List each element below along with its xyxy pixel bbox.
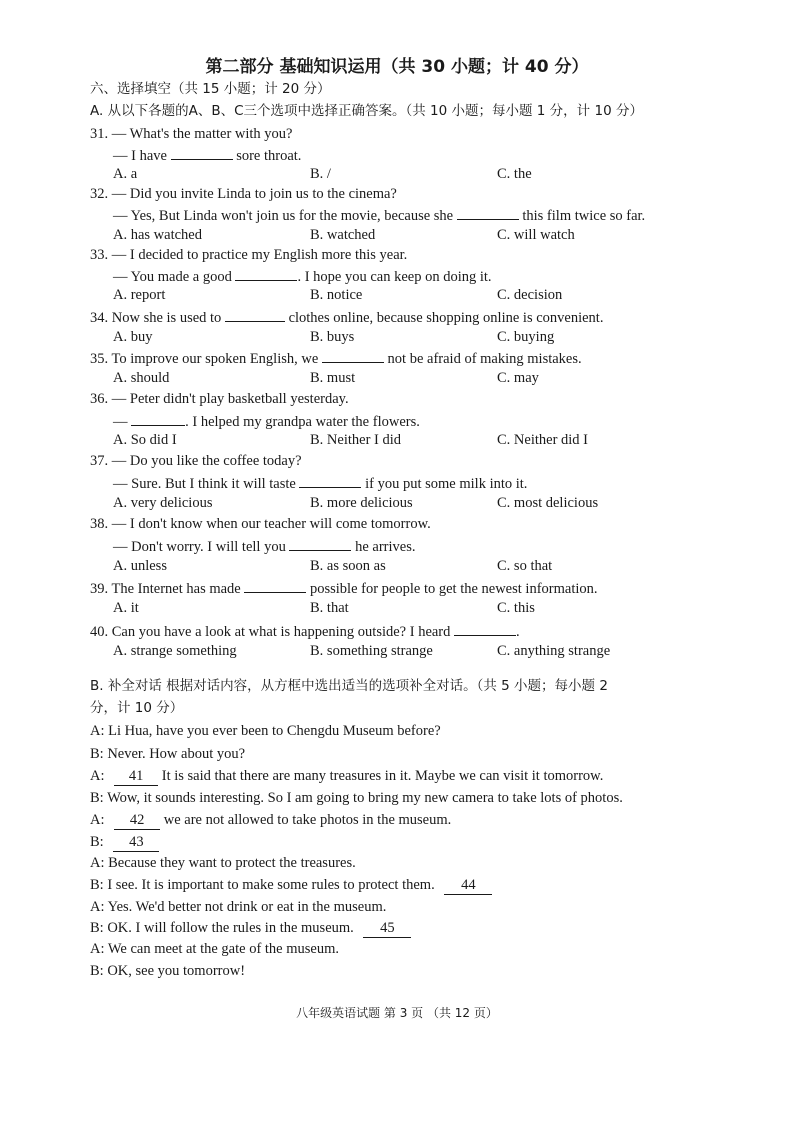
question-32: 32. — Did you invite Linda to join us to the cinema? [90, 186, 397, 202]
dialogue-line: B: OK, see you tomorrow! [90, 963, 246, 979]
option-c: C. may [497, 370, 539, 386]
question-32-response: — Yes, But Linda won't join us for the movie, because she this film twice so far. [113, 205, 645, 225]
answer-blank-43: 43 [113, 833, 159, 852]
question-35: 35. To improve our spoken English, we not be afraid of making mistakes. [90, 348, 582, 368]
question-38-response: — Don't worry. I will tell you he arrives. [113, 536, 415, 556]
page-footer: 八年级英语试题 第 3 页 （共 12 页） [296, 1006, 498, 1020]
option-a: A. has watched [113, 227, 202, 243]
dialogue-line: A: Yes. We'd better not drink or eat in the museum. [90, 899, 387, 915]
option-a: A. very delicious [113, 495, 213, 511]
option-c: C. anything strange [497, 643, 611, 659]
answer-blank [235, 266, 297, 281]
option-a: A. it [113, 600, 139, 616]
option-b: B. buys [310, 329, 355, 345]
answer-blank [244, 578, 306, 593]
dialogue-line: B: Wow, it sounds interesting. So I am going to bring my new camera to take lots of photos. [90, 790, 623, 806]
dialogue-line: A: 42 we are not allowed to take photos in the museum. [90, 812, 452, 828]
answer-blank [454, 621, 516, 636]
option-a: A. report [113, 287, 166, 303]
option-a: A. unless [113, 558, 167, 574]
answer-blank [299, 473, 361, 488]
question-40: 40. Can you have a look at what is happening outside? I heard . [90, 621, 520, 641]
dialogue-line: B: I see. It is important to make some rules to protect them. 44 [90, 876, 492, 895]
dialogue-line: B: 43 [90, 833, 159, 852]
option-b: B. Neither I did [310, 432, 402, 448]
part-b-instruction-cont: 分，计 10 分） [90, 700, 184, 716]
answer-blank-44: 44 [444, 876, 492, 895]
answer-blank [225, 307, 285, 322]
option-a: A. So did I [113, 432, 177, 448]
dialogue-line: A: Because they want to protect the treasures. [90, 855, 356, 871]
question-33: 33. — I decided to practice my English more this year. [90, 247, 408, 263]
answer-blank [289, 536, 351, 551]
option-a: A. a [113, 166, 138, 182]
option-c: C. so that [497, 558, 553, 574]
answer-blank-45: 45 [363, 919, 411, 938]
dialogue-line: B: Never. How about you? [90, 746, 246, 762]
answer-blank [322, 348, 384, 363]
dialogue-line: A: We can meet at the gate of the museum. [90, 941, 340, 957]
option-b: B. something strange [310, 643, 433, 659]
answer-blank-41: 41 [114, 767, 158, 786]
question-34: 34. Now she is used to clothes online, because shopping online is convenient. [90, 307, 603, 327]
option-b: B. must [310, 370, 356, 386]
answer-blank [131, 411, 185, 426]
option-c: C. will watch [497, 227, 575, 243]
answer-blank [457, 205, 519, 220]
dialogue-line: A: 41 It is said that there are many treasures in it. Maybe we can visit it tomorrow. [90, 768, 604, 784]
option-a: A. should [113, 370, 170, 386]
answer-blank-42: 42 [114, 811, 160, 830]
option-c: C. Neither did I [497, 432, 589, 448]
question-38: 38. — I don't know when our teacher will come tomorrow. [90, 516, 431, 532]
option-b: B. as soon as [310, 558, 386, 574]
dialogue-line: A: Li Hua, have you ever been to Chengdu Museum before? [90, 723, 441, 739]
option-b: B. notice [310, 287, 363, 303]
question-36-response: — . I helped my grandpa water the flowers. [113, 411, 420, 431]
question-31: 31. — What's the matter with you? [90, 126, 293, 142]
question-33-response: — You made a good . I hope you can keep on doing it. [113, 266, 492, 286]
option-a: A. strange something [113, 643, 237, 659]
question-37-response: — Sure. But I think it will taste if you put some milk into it. [113, 473, 527, 493]
option-a: A. buy [113, 329, 153, 345]
section-heading: 六、选择填空（共 15 小题；计 20 分） [90, 81, 331, 97]
part-b-instruction: B. 补全对话 根据对话内容，从方框中选出适当的选项补全对话。（共 5 小题；每小题 2 [90, 678, 608, 694]
page-title: 第二部分 基础知识运用（共 30 小题；计 40 分） [205, 57, 589, 77]
option-b: B. more delicious [310, 495, 413, 511]
question-36: 36. — Peter didn't play basketball yesterday. [90, 391, 349, 407]
option-b: B. watched [310, 227, 376, 243]
option-b: B. / [310, 166, 331, 182]
dialogue-line: B: OK. I will follow the rules in the museum. 45 [90, 919, 411, 938]
option-c: C. this [497, 600, 535, 616]
answer-blank [171, 145, 233, 160]
option-c: C. most delicious [497, 495, 599, 511]
part-a-instruction: A. 从以下各题的A、B、C三个选项中选择正确答案。（共 10 小题；每小题 1 分，计 10 分） [90, 103, 643, 119]
question-39: 39. The Internet has made possible for people to get the newest information. [90, 578, 598, 598]
question-37: 37. — Do you like the coffee today? [90, 453, 302, 469]
question-31-response: — I have sore throat. [113, 145, 301, 165]
option-c: C. buying [497, 329, 555, 345]
option-c: C. decision [497, 287, 563, 303]
option-b: B. that [310, 600, 349, 616]
option-c: C. the [497, 166, 532, 182]
